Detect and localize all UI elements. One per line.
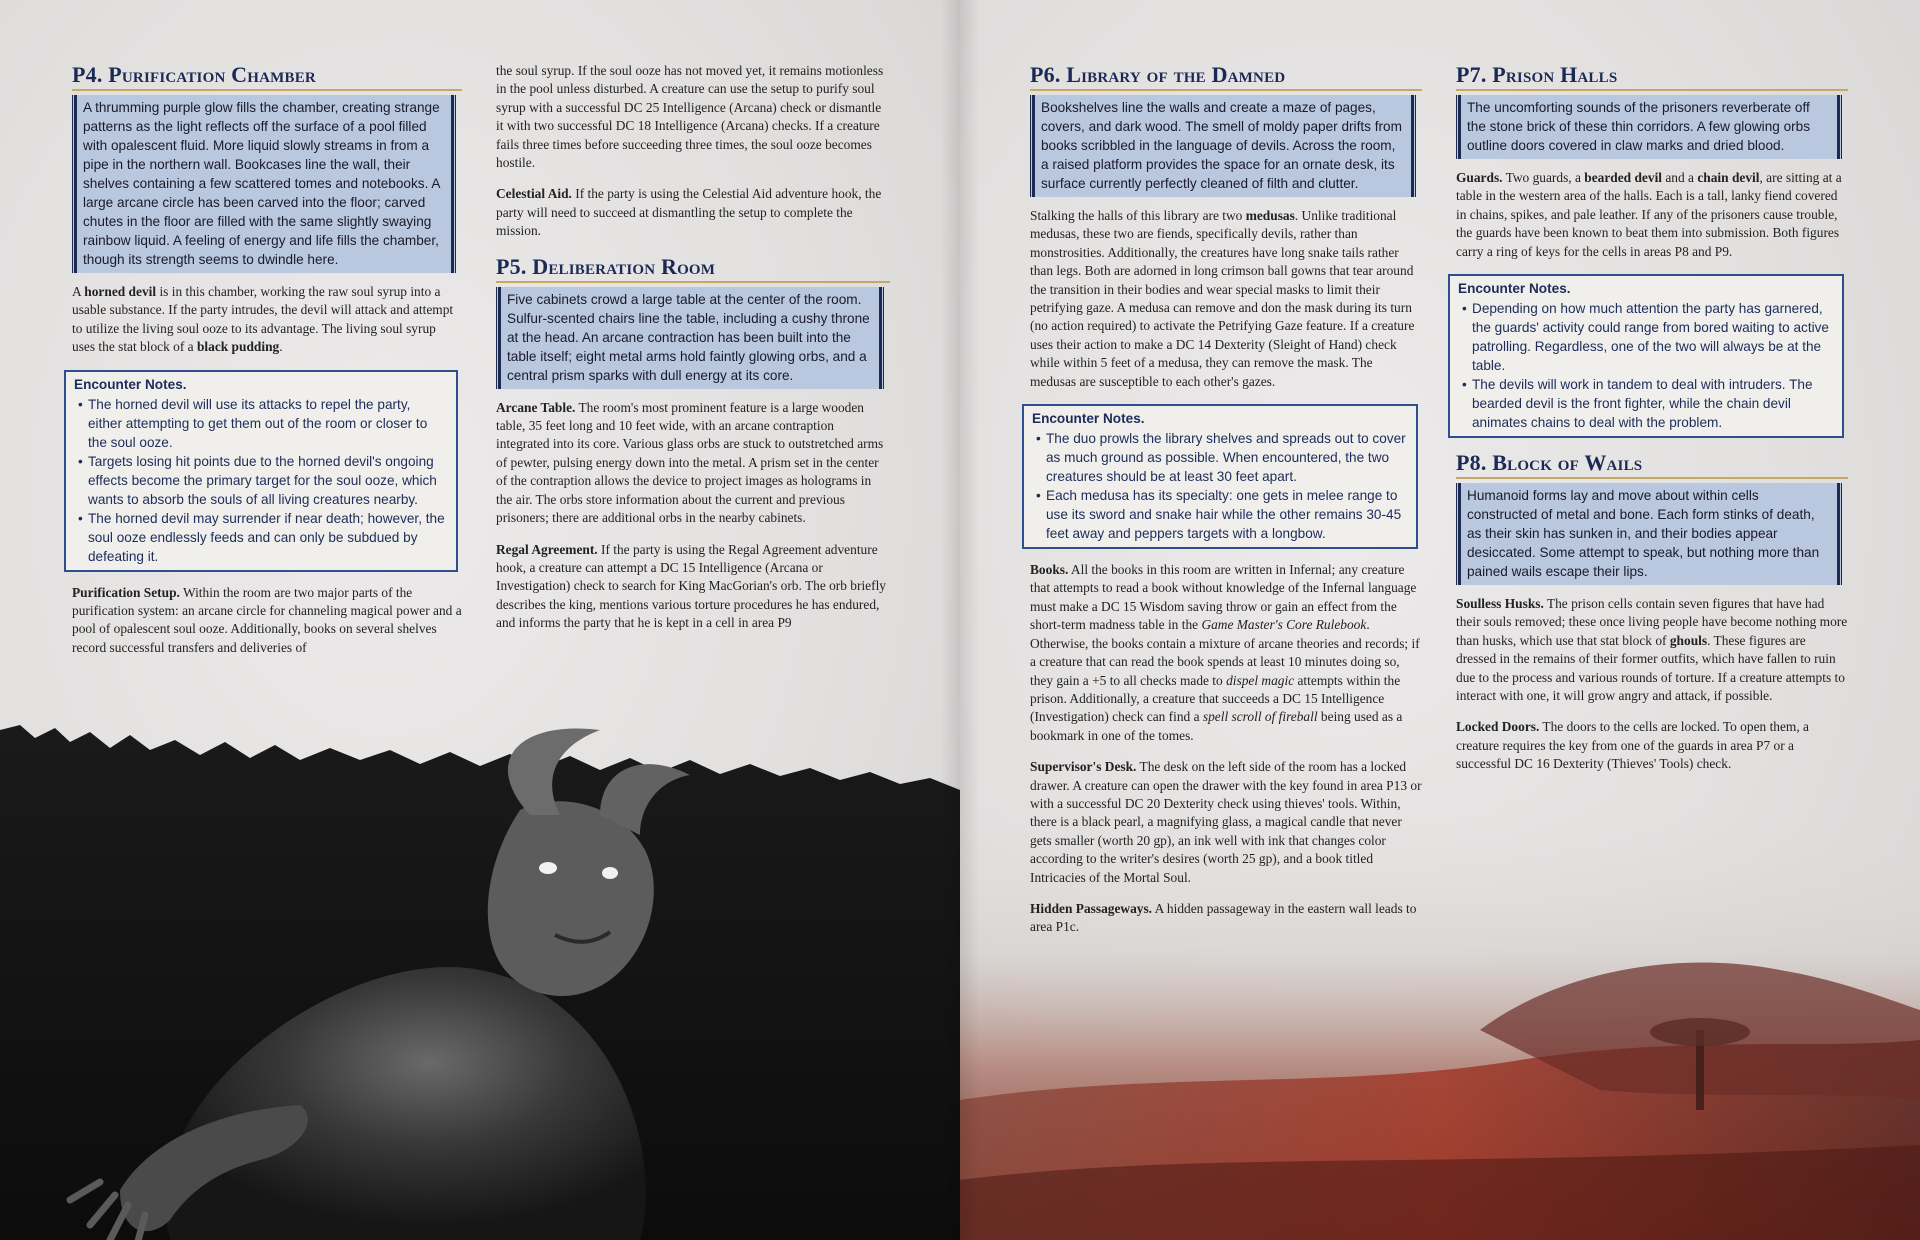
p6-description: Stalking the halls of this library are two medusas. Unlike traditional medusas, these two are fiends, specifically devils, rather than monstrosities. Additionally, the creatures have long snake tails rather than legs. Both are adorned in long crimson ball gowns that tear around the transition in their bodies and wear special masks to limit their petrifying gaze. A medusa can remove and don the mask during its turn (no action required) to activate the Petrifying Gaze feature. If a creature uses their action to make a DC 14 Dexterity (Sleight of Hand) check while within 5 feet of a medusa, they can remove the mask. The medusas are susceptible to each other's gazes. [1030,208,1415,389]
guards-paragraph: Guards. Two guards, a bearded devil and a chain devil, are sitting at a table in the western area of the halls. Each is a tall, lanky fiend covered in chains, spikes, and pale leather. If any of the prisoners cause trouble, the guards have been known to beat them into submission. Both figures carry a ring of keys for the cells in areas P8 and P9. [1456,170,1842,259]
encounter-note-item: • The devils will work in tandem to deal with intruders. The bearded devil is the front fighter, while the chain devil animates chains to deal with the problem. [1458,375,1834,432]
read-aloud-box-p7: The uncomforting sounds of the prisoners reverberate off the stone brick of these thin corridors. A few glowing orbs outline doors covered in claw marks and dried blood. [1456,95,1842,159]
encounter-notes-p7 [1448,274,1844,438]
arcane-table-paragraph: Arcane Table. The room's most prominent feature is a large wooden table, 35 feet long and 10 feet wide, with an arcane contraption integrated into its core. Various glass orbs are stuck to outstretched arms of pewter, pulsing energy down into the metal. A prism set in the center of the contraption allows the device to project images as holograms in the air. The orbs store information about the current and previous prisoners; there are additional orbs in the nearby cabinets. [496,399,884,526]
encounter-note-item: • Each medusa has its specialty: one gets in melee range to use its sword and snake hair while the other remains 30-45 feet away and peppers targets with a longbow. [1032,486,1408,543]
right-page [960,0,1920,1240]
left-column-1 [72,62,462,670]
locked-doors-paragraph: Locked Doors. The doors to the cells are locked. To open them, a creature requires the key from one of the guards in area P7 or a successful DC 16 Dexterity (Thieves' Tools) check. [1456,719,1809,772]
encounter-note-item: • The duo prowls the library shelves and spreads out to cover as much ground as possible. When encountered, the two creatures should be at least 30 feet apart. [1032,429,1408,486]
books-paragraph: Books. All the books in this room are written in Infernal; any creature that attempts to read a book without knowledge of the Infernal language must make a DC 15 Wisdom saving throw or gain an effect from the short-term madness table in the Game Master's Core Rulebook. Otherwise, the books contain a mixture of arcane theories and records; if a creature that can read the book spends at least 10 minutes doing so, they gain a +5 to all checks made to dispel magic attempts within the prison. Additionally, a creature that succeeds a DC 15 Intelligence (Investigation) check can find a spell scroll of fireball being used as a bookmark in one of the tomes. [1030,562,1420,743]
celestial-aid-paragraph: Celestial Aid. If the party is using the Celestial Aid adventure hook, the party will need to succeed at dismantling the setup to complete the mission. [496,186,882,239]
read-aloud-box-p5: Five cabinets crowd a large table at the center of the room. Sulfur-scented chairs line the table, including a cushy throne at the head. An arcane contraction has been built into the table itself; eight metal arms hold faintly glowing orbs, and a central prism sparks with dull energy at its core. [496,287,884,389]
section-title-p4: P4. Purification Chamber [72,62,462,91]
encounter-notes-title: Encounter Notes. [1458,281,1571,297]
section-title-p7: P7. Prison Halls [1456,62,1848,91]
left-column-2 [496,62,890,646]
purification-setup-paragraph: Purification Setup. Within the room are two major parts of the purification system: an arcane circle for channeling magical power and a pool of opalescent soul ooze. Additionally, books on several shelves record successful transfers and deliveries of [72,584,462,655]
horned-devil-illustration [0,720,960,1240]
encounter-notes-p6 [1022,404,1418,549]
p4-description: A horned devil is in this chamber, working the raw soul syrup into a usable substance. If the party intrudes, the devil will attack and attempt to utilize the living soul ooze to its advantage. The living soul syrup uses the stat block of a black pudding. [72,284,454,355]
soulless-husks-paragraph: Soulless Husks. The prison cells contain seven figures that have had their souls removed; these once living people have become nothing more than husks, which use that stat block of ghouls. These figures are dressed in the remains of their former outfits, which have fallen to ruin due to the process and various rounds of torture. If a creature attempts to interact with one, it will grow angry and attack, if possible. [1456,596,1848,704]
encounter-notes-title: Encounter Notes. [74,376,187,392]
encounter-note-item: • Targets losing hit points due to the horned devil's ongoing effects become the primary target for the soul ooze, which wants to absorb the souls of all living creatures nearby. [74,452,448,509]
encounter-note-item: • The horned devil will use its attacks to repel the party, either attempting to get them out of the room or closer to the soul ooze. [74,395,448,452]
encounter-notes-title: Encounter Notes. [1032,411,1145,427]
right-column-2 [1456,62,1848,787]
right-column-1 [1030,62,1422,950]
soul-syrup-continuation: the soul syrup. If the soul ooze has not moved yet, it remains motionless in the pool unless disturbed. A creature can use the setup to purify soul syrup with a successful DC 25 Intelligence (Arcana) check or dismantle it with two successful DC 18 Intelligence (Arcana) checks. If a creature fails three times before succeeding three times, the soul ooze becomes hostile. [496,63,884,171]
section-title-p6: P6. Library of the Damned [1030,62,1422,91]
section-title-p5: P5. Deliberation Room [496,254,890,283]
read-aloud-box-p4: A thrumming purple glow fills the chamber, creating strange patterns as the light reflects off the surface of a pool filled with opalescent fluid. More liquid slowly streams in from a pipe in the northern wall. Bookcases line the wall, their shelves containing a few scattered tomes and notebooks. A large arcane circle has been carved into the floor; carved chutes in the floor are filled with the same slightly swaying rainbow liquid. A feeling of energy and life fills the chamber, though its strength seems to dwindle here. [72,95,456,273]
supervisors-desk-paragraph: Supervisor's Desk. The desk on the left side of the room has a locked drawer. A creature can open the drawer with the key found in area P13 or with a successful DC 20 Dexterity check using thieves' tools. Within, there is a black pearl, a magnifying glass, a magical candle that never gets smaller (worth 20 gp), an ink well with ink that changes color according to the writer's desires (worth 25 gp), and a book titled Intricacies of the Mortal Soul. [1030,759,1422,885]
read-aloud-box-p8: Humanoid forms lay and move about within cells constructed of metal and bone. Each form stinks of death, as their skin has sunken in, and their bodies appear desiccated. Some attempt to speak, but nothing more than pained wails escape their lips. [1456,483,1842,585]
encounter-note-item: • The horned devil may surrender if near death; however, the soul ooze endlessly feeds and can only be subdued by defeating it. [74,509,448,566]
encounter-note-item: • Depending on how much attention the party has garnered, the guards' activity could range from bored waiting to active patrolling. Regardless, one of the two will always be at the table. [1458,299,1834,375]
section-title-p8: P8. Block of Wails [1456,450,1848,479]
regal-agreement-paragraph: Regal Agreement. If the party is using the Regal Agreement adventure hook, a creature can attempt a DC 15 Intelligence (Arcana or Investigation) check to search for King MacGorian's orb. The orb briefly describes the king, mentions various torture procedures he has endured, and informs the party that he is kept in a cell in area P9 [496,541,886,631]
read-aloud-box-p6: Bookshelves line the walls and create a maze of pages, covers, and dark wood. The smell of moldy paper drifts from books scribbled in the language of devils. Across the room, a raised platform provides the space for an ornate desk, its surface currently perfectly cleaned of filth and clutter. [1030,95,1416,197]
hidden-passageways-paragraph: Hidden Passageways. A hidden passageway in the eastern wall leads to area P1c. [1030,900,1417,935]
encounter-notes-p4 [64,370,458,572]
